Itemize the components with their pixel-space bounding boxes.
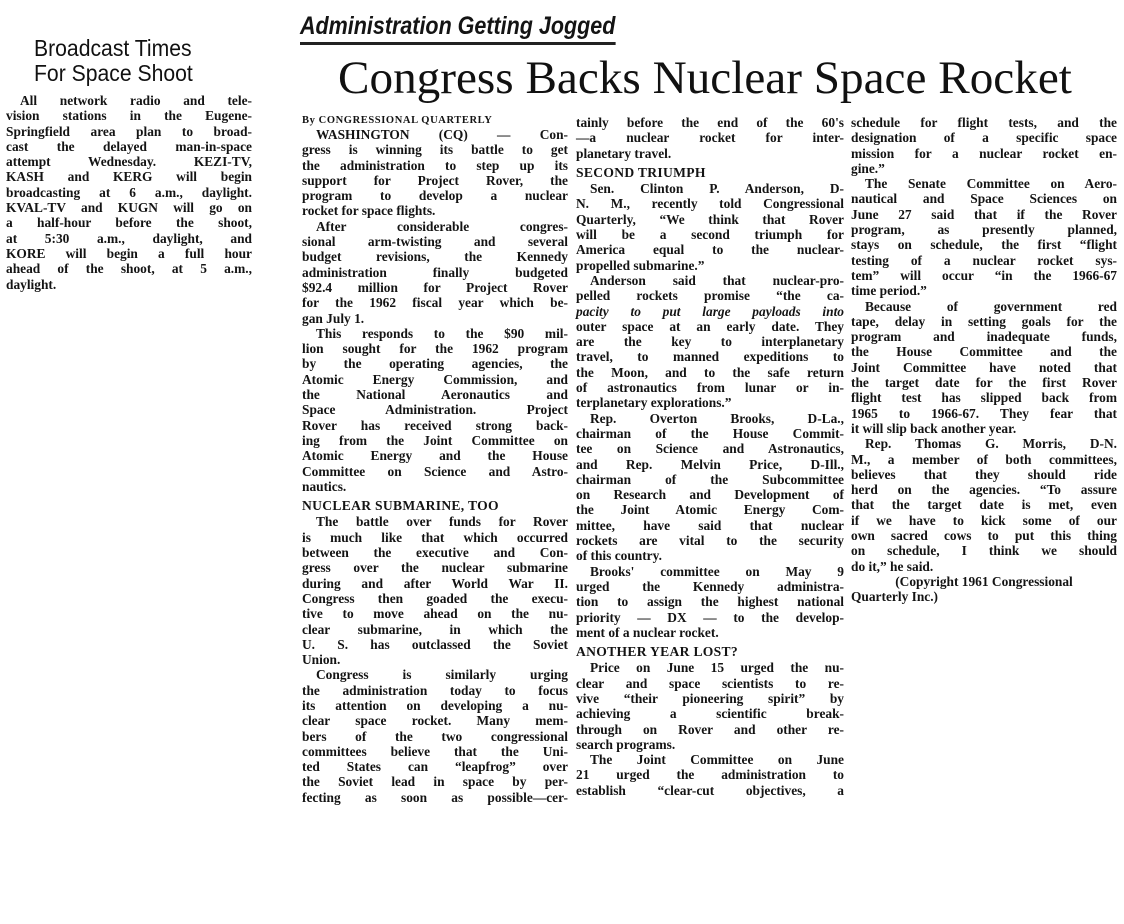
- text-line: Brooks' committee on May 9: [590, 563, 844, 579]
- text-line: is much like that which occurred: [302, 529, 568, 545]
- text-line: attempt Wednesday. KEZI-TV,: [6, 154, 252, 170]
- text-line: (Copyright 1961 Congressional: [895, 573, 1073, 589]
- text-line: mittee, have said that nuclear: [576, 517, 844, 533]
- text-line: own sacred cows to put this thing: [851, 528, 1117, 544]
- text-line: propelled submarine.”: [576, 257, 705, 273]
- byline: By CONGRESSIONAL QUARTERLY: [302, 115, 493, 126]
- text-line: the House Committee and the: [851, 344, 1117, 360]
- text-line: of this country.: [576, 548, 662, 564]
- text-line: tem” will occur “in the 1966-67: [851, 267, 1117, 283]
- text-line: Rep. Thomas G. Morris, D-N.: [865, 436, 1117, 452]
- section-subhead: SECOND TRIUMPH: [576, 164, 706, 180]
- text-line: broadcasting at 6 a.m., daylight.: [6, 184, 252, 200]
- kicker-headline: Administration Getting Jogged: [300, 12, 615, 45]
- text-line: clear submarine, in which the: [302, 621, 568, 637]
- text-line: WASHINGTON (CQ) — Con-: [316, 127, 568, 142]
- text-line: ted States can “leapfrog” over: [302, 759, 568, 775]
- section-subhead: ANOTHER YEAR LOST?: [576, 644, 739, 660]
- text-line: by the operating agencies, the: [302, 356, 568, 372]
- text-line: clear and space scientists to re-: [576, 675, 844, 691]
- text-line: M., a member of both committees,: [851, 451, 1117, 467]
- text-line: Joint Committee have noted that: [851, 359, 1117, 375]
- text-line: Congress is similarly urging: [316, 667, 568, 683]
- text-line: —a nuclear rocket for inter-: [576, 130, 844, 146]
- text-line: program and inadequate funds,: [851, 329, 1117, 345]
- text-line: between the executive and Con-: [302, 545, 568, 561]
- text-line: program, as presently planned,: [851, 222, 1117, 238]
- text-line: The Senate Committee on Aero-: [865, 176, 1117, 192]
- text-line: This responds to the $90 mil-: [316, 325, 568, 341]
- text-line: gine.”: [851, 160, 885, 176]
- text-line: ment of a nuclear rocket.: [576, 624, 719, 640]
- text-line: designation of a specific space: [851, 130, 1117, 146]
- text-line: America equal to the nuclear-: [576, 242, 844, 258]
- text-line: rocket for space flights.: [302, 203, 436, 219]
- text-line: pelled rockets promise “the ca-: [576, 288, 844, 304]
- sidebar-headline: [34, 36, 193, 86]
- text-line: the administration to step up its: [302, 157, 568, 173]
- text-line: outer space at an early date. They: [576, 318, 844, 334]
- text-line: its attention on developing a nu-: [302, 697, 568, 713]
- article-column-1: [302, 115, 568, 805]
- text-line: cast the delayed man-in-space: [6, 138, 252, 154]
- text-line: it will slip back another year.: [851, 420, 1017, 436]
- text-line: KASH and KERG will begin: [6, 169, 252, 185]
- text-line: The battle over funds for Rover: [316, 514, 568, 530]
- text-line: clear space rocket. Many mem-: [302, 713, 568, 729]
- text-line: and Rep. Melvin Price, D-Ill.,: [576, 456, 844, 472]
- text-line: Space Administration. Project: [302, 402, 568, 418]
- text-line: Quarterly, “We think that Rover: [576, 211, 844, 227]
- text-line: Congress then goaded the execu-: [302, 590, 568, 606]
- text-line: priority — DX — to the develop-: [576, 609, 844, 625]
- text-line: are the key to interplanetary: [576, 334, 844, 350]
- text-line: ahead of the shoot, at 5 a.m.,: [6, 261, 252, 277]
- text-line: N. M., recently told Congressional: [576, 196, 844, 212]
- text-line: for the 1962 fiscal year which be-: [302, 295, 568, 311]
- text-line: rockets are vital to the security: [576, 533, 844, 549]
- text-line: tion to assign the highest national: [576, 594, 844, 610]
- text-line: will be a second triumph for: [576, 227, 844, 243]
- text-line: testing of a nuclear rocket sys-: [851, 252, 1117, 268]
- text-line: travel, to manned expeditions to: [576, 349, 844, 365]
- text-line: Atomic Energy Commission, and: [302, 371, 568, 387]
- text-line: gress over the nuclear submarine: [302, 560, 568, 576]
- section-subhead: NUCLEAR SUBMARINE, TOO: [302, 498, 499, 514]
- text-line: Union.: [302, 652, 341, 668]
- text-line: pacity to put large payloads into: [576, 303, 844, 319]
- text-line: Because of government red: [865, 298, 1117, 314]
- text-line: gan July 1.: [302, 310, 365, 326]
- text-line: achieving a scientific break-: [576, 706, 844, 722]
- text-line: stays on schedule, the first “flight: [851, 237, 1117, 253]
- text-line: sional arm-twisting and several: [302, 234, 568, 250]
- text-line: on Research and Development of: [576, 487, 844, 503]
- text-line: Quarterly Inc.): [851, 589, 939, 605]
- text-line: search programs.: [576, 736, 676, 752]
- text-line: chairman of the House Commit-: [576, 425, 844, 441]
- text-line: time period.”: [851, 283, 927, 299]
- text-line: a half-hour before the shoot,: [6, 215, 252, 231]
- article-column-3: [851, 115, 1117, 605]
- text-line: schedule for flight tests, and the: [851, 115, 1117, 130]
- text-line: lion sought for the 1962 program: [302, 341, 568, 357]
- sidebar-headline-line: For Space Shoot: [34, 60, 193, 86]
- text-line: at 5:30 a.m., daylight, and: [6, 230, 252, 246]
- text-line: ing from the Joint Committee on: [302, 432, 568, 448]
- text-line: tive to move ahead on the nu-: [302, 606, 568, 622]
- text-line: during and after World War II.: [302, 575, 568, 591]
- text-line: the Joint Atomic Energy Com-: [576, 502, 844, 518]
- text-line: vive “their pioneering spirit” by: [576, 690, 844, 706]
- text-line: tee on Science and Astronautics,: [576, 441, 844, 457]
- text-line: Sen. Clinton P. Anderson, D-: [590, 181, 844, 197]
- text-line: June 27 said that if the Rover: [851, 206, 1117, 222]
- text-line: KORE will begin a full hour: [6, 245, 252, 261]
- text-line: U. S. has outclassed the Soviet: [302, 636, 568, 652]
- text-line: mission for a nuclear rocket en-: [851, 145, 1117, 161]
- text-line: administration finally budgeted: [302, 264, 568, 280]
- text-line: Anderson said that nuclear-pro-: [590, 272, 844, 288]
- text-line: nautical and Space Sciences on: [851, 191, 1117, 207]
- text-line: $92.4 million for Project Rover: [302, 279, 568, 295]
- text-line: urged the Kennedy administra-: [576, 578, 844, 594]
- text-line: daylight.: [6, 276, 57, 292]
- text-line: establish “clear-cut objectives, a: [576, 782, 844, 798]
- text-line: of astronautics from lunar or in-: [576, 380, 844, 396]
- text-line: bers of the two congressional: [302, 728, 568, 744]
- text-line: nautics.: [302, 478, 347, 494]
- text-line: vision stations in the Eugene-: [6, 108, 252, 124]
- main-headline: Congress Backs Nuclear Space Rocket: [338, 52, 1072, 104]
- text-line: through on Rover and other re-: [576, 721, 844, 737]
- text-line: All network radio and tele-: [20, 93, 252, 108]
- text-line: if we have to kick some of our: [851, 512, 1117, 528]
- text-line: Price on June 15 urged the nu-: [590, 660, 844, 676]
- text-line: Committee on Science and Astro-: [302, 463, 568, 479]
- text-line: support for Project Rover, the: [302, 172, 568, 188]
- sidebar-story-body: [6, 93, 252, 292]
- text-line: 21 urged the administration to: [576, 767, 844, 783]
- article-column-2: [576, 115, 844, 798]
- text-line: the Moon, and to the safe return: [576, 364, 844, 380]
- text-line: flight test has slipped back from: [851, 390, 1117, 406]
- text-line: believes that they should ride: [851, 466, 1117, 482]
- text-line: chairman of the Subcommittee: [576, 471, 844, 487]
- text-line: herd on the agencies. “To assure: [851, 482, 1117, 498]
- text-line: KVAL-TV and KUGN will go on: [6, 200, 252, 216]
- text-line: budget revisions, the Kennedy: [302, 249, 568, 265]
- text-line: the target date for the first Rover: [851, 375, 1117, 391]
- text-line: After considerable congres-: [316, 218, 568, 234]
- text-line: that the target date is met, even: [851, 497, 1117, 513]
- text-line: on schedule, I think we should: [851, 543, 1117, 559]
- text-line: the administration today to focus: [302, 682, 568, 698]
- text-line: terplanetary explorations.”: [576, 395, 732, 411]
- text-line: Rover has received strong back-: [302, 417, 568, 433]
- text-line: Springfield area plan to broad-: [6, 123, 252, 139]
- text-line: planetary travel.: [576, 145, 672, 161]
- text-line: tape, delay in setting goals for the: [851, 313, 1117, 329]
- text-line: committees believe that the Uni-: [302, 743, 568, 759]
- text-line: tainly before the end of the 60's: [576, 115, 844, 130]
- text-line: program to develop a nuclear: [302, 188, 568, 204]
- text-line: 1965 to 1966-67. They fear that: [851, 405, 1117, 421]
- text-line: the National Aeronautics and: [302, 387, 568, 403]
- text-line: fecting as soon as possible—cer-: [302, 789, 568, 805]
- text-line: Atomic Energy and the House: [302, 448, 568, 464]
- text-line: The Joint Committee on June: [590, 752, 844, 768]
- text-line: Rep. Overton Brooks, D-La.,: [590, 410, 844, 426]
- text-line: the Soviet lead in space by per-: [302, 774, 568, 790]
- text-line: gress is winning its battle to get: [302, 142, 568, 158]
- sidebar-headline-line: Broadcast Times: [34, 35, 192, 61]
- text-line: do it,” he said.: [851, 558, 934, 574]
